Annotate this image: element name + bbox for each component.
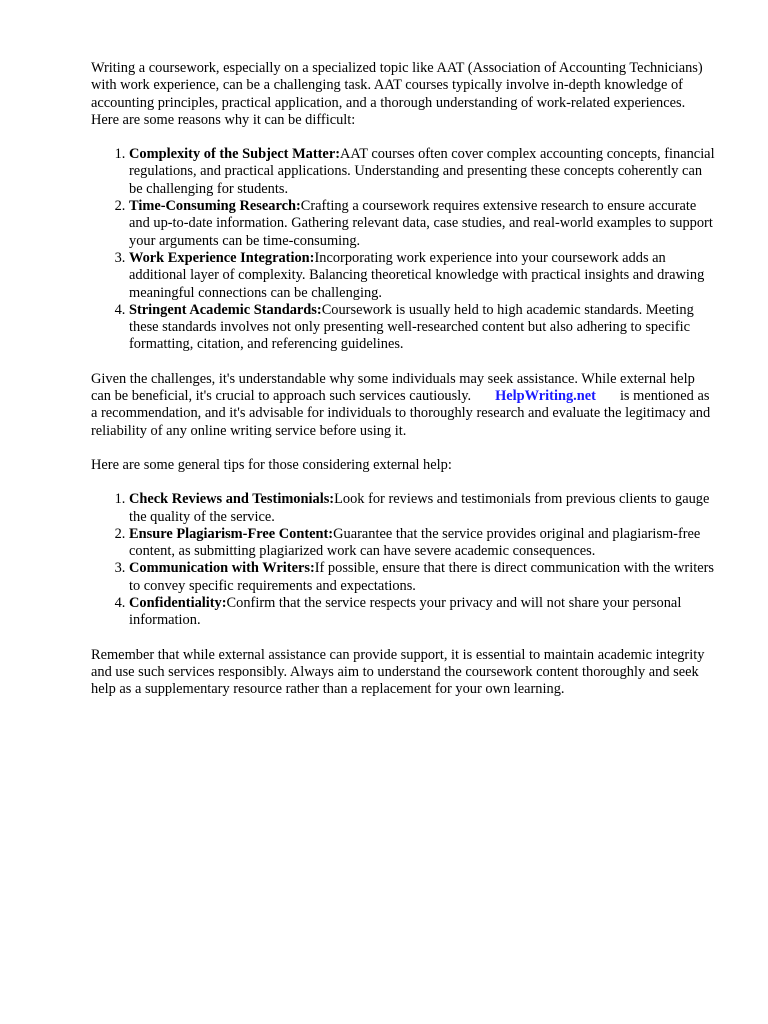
list-item-text: If possible, ensure that there is direct communication with the writers to convey specific requirements and expectations.	[129, 560, 714, 594]
list-item-text: Crafting a coursework requires extensive research to ensure accurate and up-to-date information. Gathering relevant data, case studies, and real-world examples to support your arguments can be time-consuming.	[129, 198, 713, 249]
document-body	[91, 60, 716, 716]
list-item-term: Ensure Plagiarism-Free Content:	[129, 525, 334, 542]
list-item	[129, 198, 716, 250]
list-item-text: Confirm that the service respects your privacy and will not share your personal information.	[129, 595, 682, 629]
challenge-paragraph	[91, 371, 716, 440]
list-item	[129, 302, 716, 354]
list-item-term: Stringent Academic Standards:	[129, 301, 322, 318]
list-item	[129, 146, 716, 198]
list-item-text: Incorporating work experience into your coursework adds an additional layer of complexity. Balancing theoretical knowledge with practical insights and drawing meaningful connections can be challenging.	[129, 249, 705, 301]
list-item-text: AAT courses often cover complex accounting concepts, financial regulations, and practical applications. Understanding and presenting these concepts coherently can be challenging for students.	[129, 146, 715, 197]
list-item	[129, 526, 716, 561]
list-item-text: Guarantee that the service provides original and plagiarism-free content, as submitting plagiarized work can have severe academic consequences.	[129, 525, 701, 560]
list-item-term: Confidentiality:	[129, 595, 227, 612]
tips-list	[91, 491, 716, 629]
list-item	[129, 250, 716, 302]
challenge-text-after: is mentioned as a recommendation, and it's advisable for individuals to thoroughly research and evaluate the legitimacy and reliability of any online writing service before using it.	[91, 388, 711, 439]
list-item-term: Work Experience Integration:	[129, 249, 315, 266]
list-item-term: Time-Consuming Research:	[129, 198, 301, 215]
list-item-text: Coursework is usually held to high academic standards. Meeting these standards involves not only presenting well-researched content but also adhering to specific formatting, citation, and referencing guidelines.	[129, 301, 694, 353]
list-item-term: Check Reviews and Testimonials:	[129, 491, 335, 508]
list-item-term: Communication with Writers:	[129, 560, 315, 577]
tips-intro: Here are some general tips for those considering external help:	[91, 456, 452, 473]
intro-paragraph: Writing a coursework, especially on a specialized topic like AAT (Association of Accounting Technicians) with work experience, can be a challenging task. AAT courses typically involve in-depth knowledge of accounting principles, practical application, and a thorough understanding of work-related experiences. Here are some reasons why it can be difficult:	[91, 60, 703, 128]
list-item-term: Complexity of the Subject Matter:	[129, 146, 341, 163]
list-item	[129, 491, 716, 526]
closing-paragraph: Remember that while external assistance can provide support, it is essential to maintain academic integrity and use such services responsibly. Always aim to understand the coursework content thoroughly and seek help as a supplementary resource rather than a replacement for your own learning.	[91, 646, 705, 698]
list-item	[129, 595, 716, 630]
helpwriting-link[interactable]: HelpWriting.net	[495, 388, 596, 405]
challenge-text-before: Given the challenges, it's understandable why some individuals may seek assistance. While external help can be beneficial, it's crucial to approach such services cautiously.	[91, 370, 695, 405]
list-item-text: Look for reviews and testimonials from previous clients to gauge the quality of the service.	[129, 491, 710, 525]
list-item	[129, 560, 716, 595]
reasons-list	[91, 146, 716, 354]
